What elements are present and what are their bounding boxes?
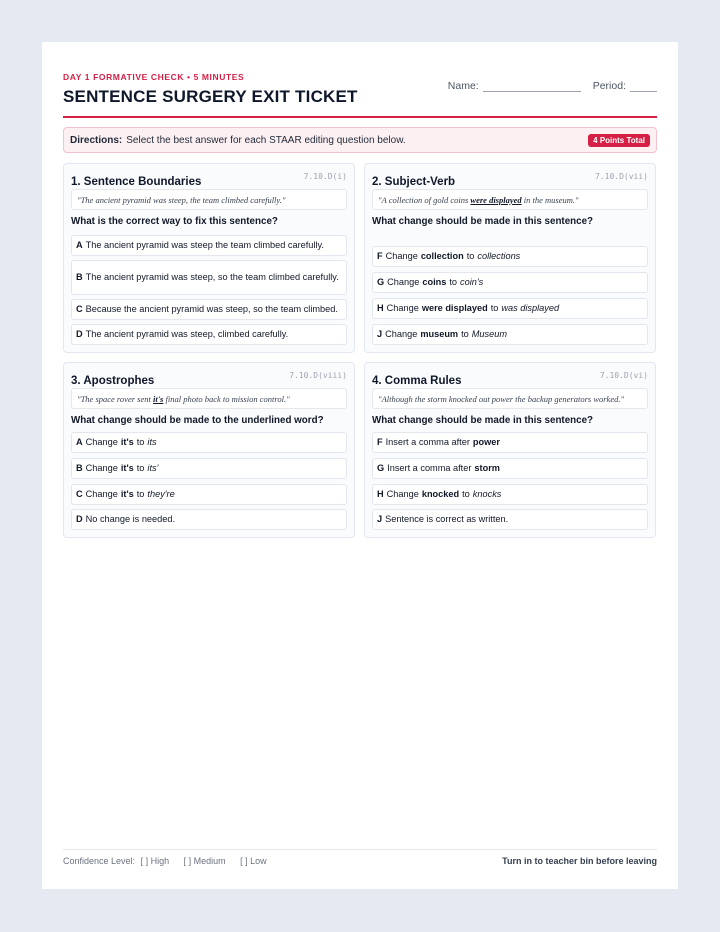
sentence-quote: "A collection of gold coins were displayed in the museum." bbox=[372, 189, 648, 210]
question-card-4 bbox=[364, 362, 656, 538]
name-label: Name: bbox=[447, 80, 479, 92]
answer-option-j[interactable]: J Change museum to Museum bbox=[372, 324, 648, 345]
question-prompt: What change should be made in this sentence? bbox=[372, 415, 594, 426]
question-card-3 bbox=[63, 362, 355, 538]
answer-option-b[interactable]: B The ancient pyramid was steep, so the team climbed carefully. bbox=[71, 260, 347, 295]
standard-code: 7.10.D(i) bbox=[303, 172, 347, 181]
answer-option-d[interactable]: D No change is needed. bbox=[71, 509, 347, 530]
sentence-quote: "Although the storm knocked out power the backup generators worked." bbox=[372, 388, 648, 409]
answer-option-c[interactable]: C Because the ancient pyramid was steep, so the team climbed. bbox=[71, 299, 347, 320]
question-prompt: What change should be made in this sentence? bbox=[372, 216, 594, 227]
confidence-medium[interactable]: [ ] Medium bbox=[183, 856, 226, 866]
confidence-level bbox=[63, 856, 279, 866]
question-title: 3. Apostrophes bbox=[71, 375, 155, 387]
answer-option-d[interactable]: D The ancient pyramid was steep, climbed carefully. bbox=[71, 324, 347, 345]
confidence-high[interactable]: [ ] High bbox=[140, 856, 170, 866]
question-prompt: What change should be made to the underlined word? bbox=[71, 415, 324, 426]
header-divider bbox=[63, 116, 657, 118]
worksheet-page bbox=[42, 42, 678, 889]
confidence-low[interactable]: [ ] Low bbox=[240, 856, 267, 866]
answer-option-g[interactable]: G Insert a comma after storm bbox=[372, 458, 648, 479]
answer-option-a[interactable]: A The ancient pyramid was steep the team climbed carefully. bbox=[71, 235, 347, 256]
question-card-1 bbox=[63, 163, 355, 353]
name-period-fields bbox=[448, 80, 657, 92]
underlined-word: it's bbox=[152, 393, 164, 404]
answer-option-a[interactable]: A Change it's to its bbox=[71, 432, 347, 453]
question-prompt: What is the correct way to fix this sentence? bbox=[71, 216, 278, 227]
turn-in-note: Turn in to teacher bin before leaving bbox=[502, 856, 657, 866]
directions-label: Directions: bbox=[70, 134, 123, 146]
period-label: Period: bbox=[592, 80, 626, 92]
question-card-2 bbox=[364, 163, 656, 353]
standard-code: 7.10.D(vi) bbox=[599, 371, 648, 380]
directions-text: Select the best answer for each STAAR editing question below. bbox=[126, 134, 406, 146]
underlined-phrase: were displayed bbox=[470, 194, 522, 205]
answer-option-c[interactable]: C Change it's to they're bbox=[71, 484, 347, 505]
name-field[interactable] bbox=[483, 81, 581, 92]
kicker: DAY 1 FORMATIVE CHECK • 5 MINUTES bbox=[63, 72, 245, 82]
sentence-quote: "The ancient pyramid was steep, the team climbed carefully." bbox=[71, 189, 347, 210]
answer-option-j[interactable]: J Sentence is correct as written. bbox=[372, 509, 648, 530]
answer-option-h[interactable]: H Change were displayed to was displayed bbox=[372, 298, 648, 319]
sentence-quote: "The space rover sent it's final photo back to mission control." bbox=[71, 388, 347, 409]
answer-option-b[interactable]: B Change it's to its' bbox=[71, 458, 347, 479]
answer-option-f[interactable]: F Change collection to collections bbox=[372, 246, 648, 267]
question-title: 4. Comma Rules bbox=[372, 375, 462, 387]
standard-code: 7.10.D(viii) bbox=[289, 371, 347, 380]
directions-banner bbox=[63, 127, 657, 153]
question-title: 2. Subject-Verb bbox=[372, 176, 456, 188]
confidence-label: Confidence Level: bbox=[63, 856, 136, 866]
page-title: SENTENCE SURGERY EXIT TICKET bbox=[63, 87, 358, 106]
points-badge: 4 Points Total bbox=[588, 134, 650, 147]
footer-divider bbox=[63, 849, 657, 850]
period-field[interactable] bbox=[630, 81, 657, 92]
answer-option-f[interactable]: F Insert a comma after power bbox=[372, 432, 648, 453]
answer-option-h[interactable]: H Change knocked to knocks bbox=[372, 484, 648, 505]
standard-code: 7.10.D(vii) bbox=[595, 172, 648, 181]
answer-option-g[interactable]: G Change coins to coin's bbox=[372, 272, 648, 293]
question-title: 1. Sentence Boundaries bbox=[71, 176, 202, 188]
